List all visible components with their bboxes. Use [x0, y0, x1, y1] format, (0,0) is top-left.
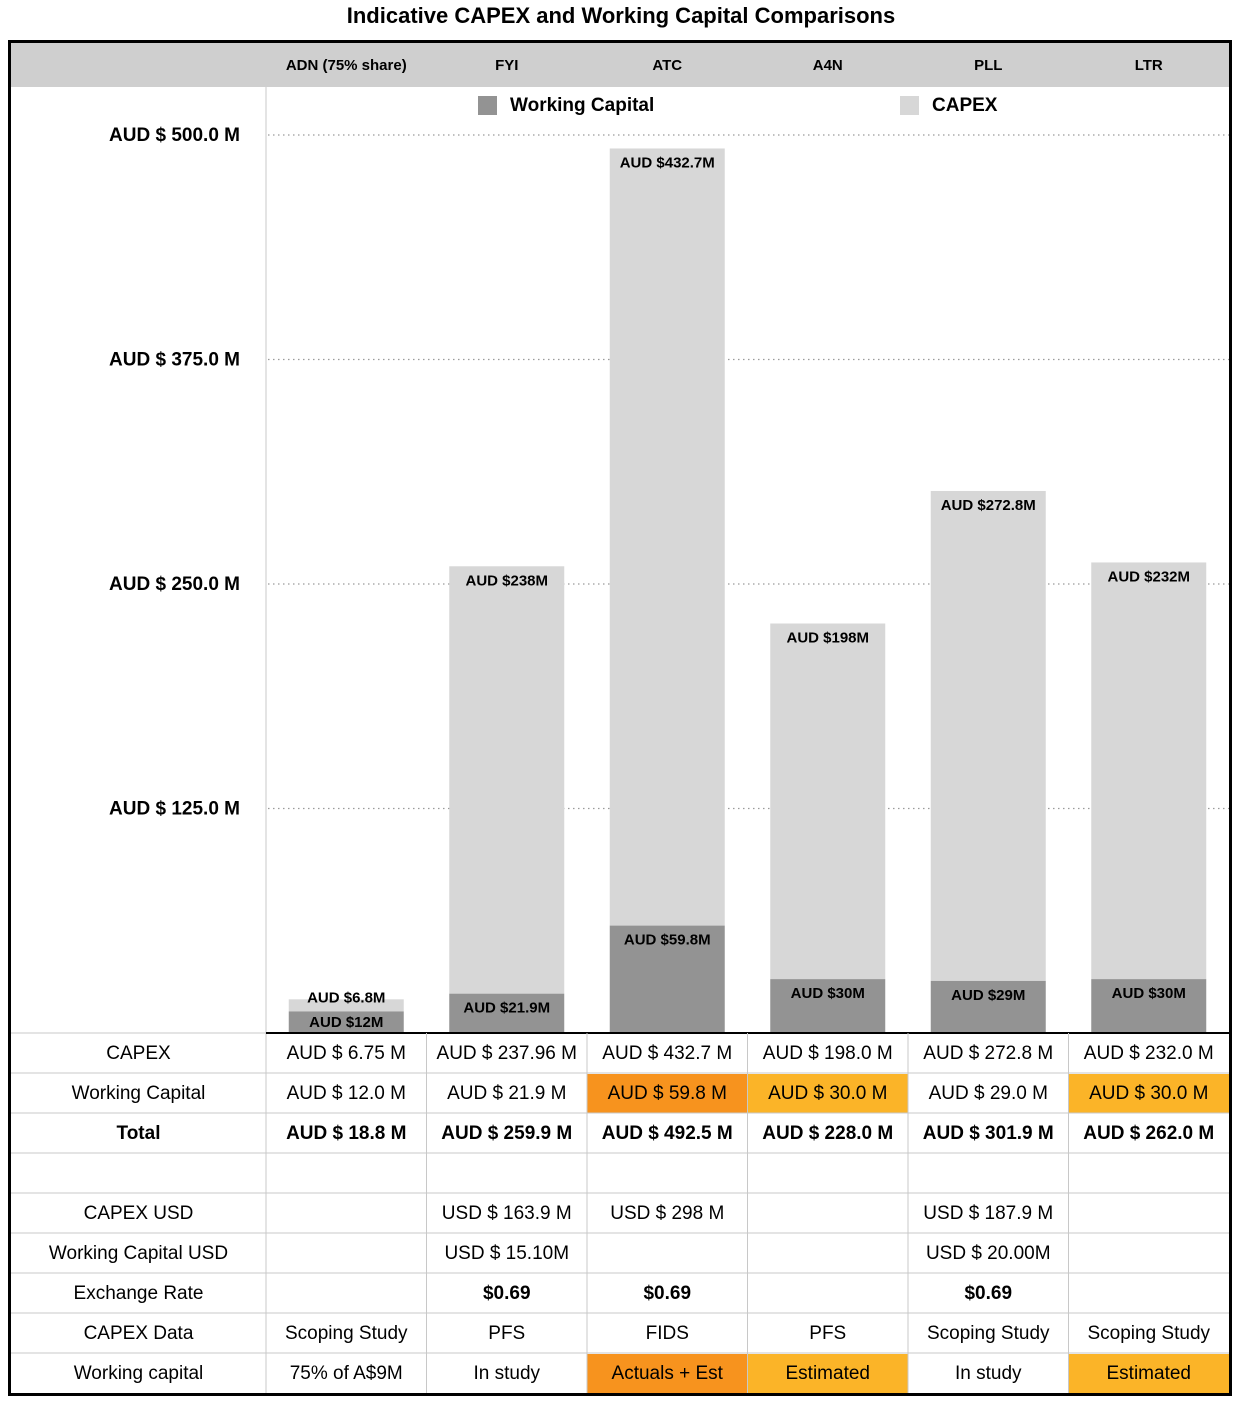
row-label: Total: [116, 1123, 161, 1145]
y-tick-label: AUD $ 250.0 M: [109, 574, 240, 596]
table-cell: 75% of A$9M: [289, 1363, 403, 1385]
data-label-working-capital: AUD $59.8M: [623, 931, 711, 949]
table-cell: AUD $ 259.9 M: [441, 1123, 573, 1145]
legend-swatch: [900, 96, 919, 115]
legend-label: CAPEX: [932, 95, 998, 117]
table-cell: AUD $ 29.0 M: [928, 1083, 1048, 1105]
data-label-capex: AUD $232M: [1107, 568, 1191, 586]
category-header: ADN (75% share): [285, 56, 407, 74]
category-header: FYI: [495, 56, 519, 74]
data-label-capex: AUD $238M: [465, 572, 549, 590]
table-cell: Estimated: [1106, 1363, 1191, 1385]
data-label-capex: AUD $272.8M: [940, 496, 1036, 514]
table-cell: USD $ 15.10M: [444, 1243, 570, 1265]
chart-svg: [11, 43, 1229, 1393]
table-cell: Actuals + Est: [611, 1363, 723, 1385]
row-label: Exchange Rate: [73, 1283, 204, 1305]
table-cell: AUD $ 6.75 M: [286, 1043, 406, 1065]
table-cell: AUD $ 237.96 M: [436, 1043, 577, 1065]
chart-title: Indicative CAPEX and Working Capital Comparisons: [346, 3, 896, 28]
data-label-capex: AUD $432.7M: [619, 154, 715, 172]
row-label: CAPEX Data: [83, 1323, 194, 1345]
bar-capex: [1091, 562, 1206, 979]
table-cell: AUD $ 30.0 M: [1089, 1083, 1209, 1105]
table-cell: AUD $ 492.5 M: [601, 1123, 733, 1145]
table-cell: $0.69: [964, 1283, 1013, 1305]
table-cell: $0.69: [482, 1283, 531, 1305]
category-header: ATC: [652, 56, 683, 74]
table-cell: Estimated: [785, 1363, 870, 1385]
table-cell: AUD $ 30.0 M: [768, 1083, 888, 1105]
y-tick-label: AUD $ 500.0 M: [109, 125, 240, 147]
data-label-capex: AUD $198M: [786, 629, 870, 647]
table-cell: Scoping Study: [1087, 1323, 1211, 1345]
data-label-working-capital: AUD $29M: [951, 986, 1026, 1004]
table-cell: $0.69: [643, 1283, 692, 1305]
category-header: LTR: [1134, 56, 1163, 74]
data-label-working-capital: AUD $30M: [1111, 985, 1186, 1003]
table-cell: AUD $ 198.0 M: [762, 1043, 893, 1065]
header-bar: [11, 43, 1229, 87]
table-cell: AUD $ 228.0 M: [762, 1123, 894, 1145]
table-cell: USD $ 163.9 M: [441, 1203, 572, 1225]
legend-label: Working Capital: [510, 95, 655, 117]
data-label-working-capital: AUD $30M: [790, 985, 865, 1003]
table-cell: AUD $ 12.0 M: [286, 1083, 406, 1105]
table-cell: Scoping Study: [284, 1323, 408, 1345]
table-cell: USD $ 187.9 M: [923, 1203, 1054, 1225]
table-cell: AUD $ 18.8 M: [286, 1123, 407, 1145]
category-header: PLL: [974, 56, 1003, 74]
y-tick-label: AUD $ 375.0 M: [109, 349, 240, 371]
row-label: Working Capital: [71, 1083, 206, 1105]
bar-capex: [610, 148, 725, 925]
data-label-working-capital: AUD $12M: [309, 1014, 384, 1032]
table-cell: AUD $ 432.7 M: [602, 1043, 733, 1065]
row-label: CAPEX: [106, 1043, 171, 1065]
category-header: A4N: [812, 56, 843, 74]
table-cell: PFS: [809, 1323, 847, 1345]
bar-capex: [449, 566, 564, 993]
table-cell: AUD $ 262.0 M: [1083, 1123, 1215, 1145]
data-label-working-capital: AUD $21.9M: [463, 999, 551, 1017]
data-label-capex: AUD $6.8M: [307, 989, 386, 1007]
row-label: CAPEX USD: [83, 1203, 194, 1225]
table-cell: In study: [954, 1363, 1022, 1385]
chart-frame: [8, 40, 1232, 1396]
table-cell: AUD $ 59.8 M: [607, 1083, 727, 1105]
row-label: Working capital: [73, 1363, 204, 1385]
table-cell: USD $ 20.00M: [925, 1243, 1051, 1265]
table-cell: PFS: [488, 1323, 526, 1345]
table-cell: FIDS: [645, 1323, 689, 1345]
table-cell: AUD $ 301.9 M: [922, 1123, 1054, 1145]
table-cell: USD $ 298 M: [610, 1203, 725, 1225]
table-cell: In study: [473, 1363, 541, 1385]
table-cell: Scoping Study: [926, 1323, 1050, 1345]
bar-capex: [931, 491, 1046, 981]
table-cell: AUD $ 232.0 M: [1083, 1043, 1214, 1065]
table-cell: AUD $ 21.9 M: [447, 1083, 567, 1105]
bar-capex: [770, 624, 885, 980]
y-tick-label: AUD $ 125.0 M: [109, 798, 240, 820]
table-cell: AUD $ 272.8 M: [923, 1043, 1054, 1065]
legend-swatch: [478, 96, 497, 115]
row-label: Working Capital USD: [48, 1243, 229, 1265]
